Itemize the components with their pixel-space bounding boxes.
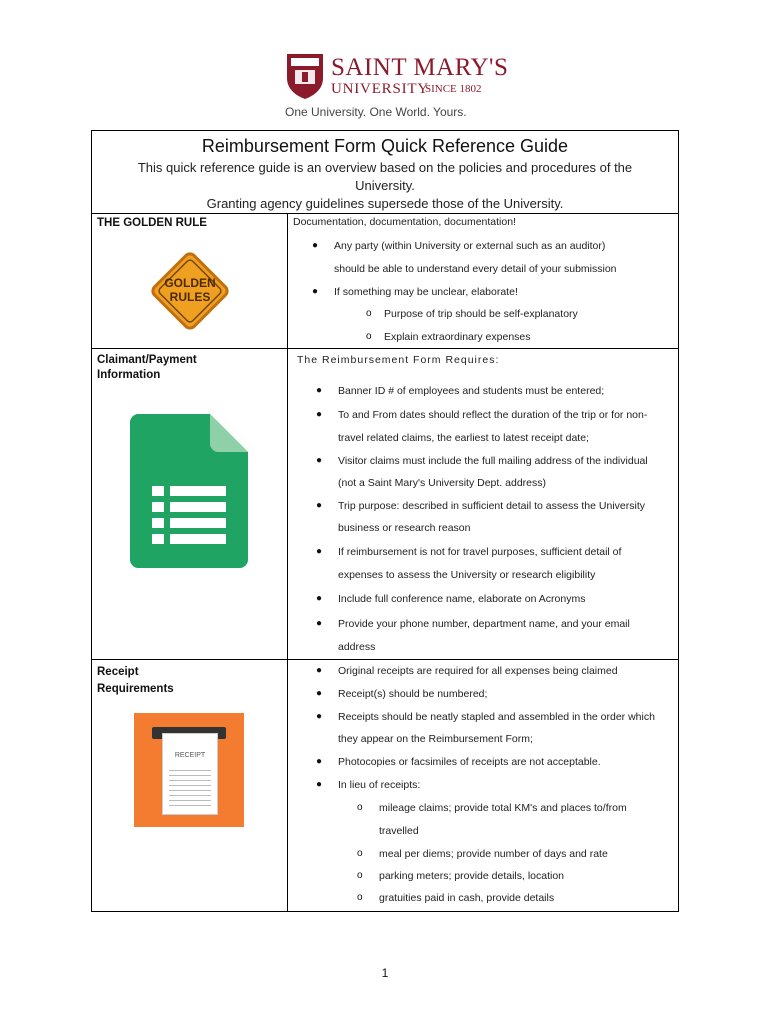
receipt-b3a: Receipts should be neatly stapled and assembled in the order which — [338, 711, 655, 723]
bullet-icon: ● — [316, 593, 323, 604]
receipt-paper — [162, 733, 218, 815]
claimant-b5b: expenses to assess the University or research eligibility — [338, 569, 596, 581]
receipt-b3b: they appear on the Reimbursement Form; — [338, 733, 533, 745]
column-divider — [287, 213, 288, 911]
claimant-b2a: To and From dates should reflect the duration of the trip or for non- — [338, 409, 648, 421]
university-logo — [285, 52, 509, 124]
sub-bullet-icon: o — [366, 308, 372, 319]
claimant-b1: Banner ID # of employees and students must be entered; — [338, 385, 605, 397]
sub-bullet-icon: o — [366, 331, 372, 342]
receipt-s4: gratuities paid in cash, provide details — [379, 892, 555, 904]
bullet-icon: ● — [316, 500, 323, 511]
receipt-s2: meal per diems; provide number of days and rate — [379, 848, 608, 860]
page-title: Reimbursement Form Quick Reference Guide — [201, 136, 569, 156]
claimant-b6: Include full conference name, elaborate on Acronyms — [338, 593, 586, 605]
golden-rule-label: THE GOLDEN RULE — [97, 217, 207, 229]
row-divider — [91, 659, 679, 660]
row-divider — [91, 213, 679, 214]
claimant-label-2: Information — [97, 369, 161, 381]
claimant-b3b: (not a Saint Mary's University Dept. address) — [338, 477, 546, 489]
golden-sub-2: Explain extraordinary expenses — [384, 331, 531, 343]
claimant-b7b: address — [338, 641, 376, 653]
receipt-b5: In lieu of receipts: — [338, 779, 421, 791]
golden-bullet-1b: should be able to understand every detail of your submission — [334, 263, 617, 275]
claimant-heading: The Reimbursement Form Requires: — [297, 354, 500, 366]
receipt-s1a: mileage claims; provide total KM's and places to/from — [379, 802, 627, 814]
logo-since: SINCE 1802 — [425, 83, 482, 95]
intro-line-3: Granting agency guidelines supersede those of the University. — [206, 196, 564, 211]
golden-heading: Documentation, documentation, documentation! — [293, 216, 516, 228]
receipt-label-1: Receipt — [97, 666, 139, 678]
bullet-icon: ● — [316, 756, 323, 767]
intro-line-1: This quick reference guide is an overview based on the policies and procedures of the — [137, 160, 633, 175]
receipt-image — [134, 713, 244, 827]
bullet-icon: ● — [312, 286, 319, 297]
bullet-icon: ● — [316, 546, 323, 557]
golden-text: GOLDEN — [164, 276, 216, 290]
receipt-b1: Original receipts are required for all expenses being claimed — [338, 665, 618, 677]
golden-bullet-1a: Any party (within University or external such as an auditor) — [334, 240, 606, 252]
bullet-icon: ● — [316, 665, 323, 676]
row-divider — [91, 348, 679, 349]
bullet-icon: ● — [316, 618, 323, 629]
receipt-label-2: Requirements — [97, 683, 174, 695]
receipt-s3: parking meters; provide details, location — [379, 870, 565, 882]
logo-name-line1: SAINT MARY'S — [331, 54, 509, 81]
bullet-icon: ● — [316, 711, 323, 722]
claimant-label-1: Claimant/Payment — [97, 354, 197, 366]
receipt-s1b: travelled — [379, 825, 419, 837]
logo-name-line2: UNIVERSITY — [331, 81, 429, 97]
bullet-icon: ● — [316, 688, 323, 699]
claimant-b3a: Visitor claims must include the full mailing address of the individual — [338, 455, 648, 467]
bullet-icon: ● — [316, 409, 323, 420]
golden-rules-image — [145, 246, 235, 336]
golden-sub-1: Purpose of trip should be self-explanatory — [384, 308, 578, 320]
logo-tagline: One University. One World. Yours. — [285, 105, 467, 119]
golden-bullet-2: If something may be unclear, elaborate! — [334, 286, 518, 298]
receipt-b4: Photocopies or facsimiles of receipts are not acceptable. — [338, 756, 601, 768]
sub-bullet-icon: o — [357, 870, 363, 881]
sub-bullet-icon: o — [357, 892, 363, 903]
receipt-lines — [169, 766, 211, 806]
sheets-icon — [130, 414, 248, 568]
crest-icon — [285, 52, 325, 100]
claimant-b2b: travel related claims, the earliest to latest receipt date; — [338, 432, 589, 444]
claimant-b5a: If reimbursement is not for travel purposes, sufficient detail of — [338, 546, 622, 558]
sub-bullet-icon: o — [357, 802, 363, 813]
page-number: 1 — [381, 966, 389, 980]
receipt-b2: Receipt(s) should be numbered; — [338, 688, 488, 700]
claimant-b7a: Provide your phone number, department name, and your email — [338, 618, 630, 630]
rules-text: RULES — [169, 290, 211, 304]
receipt-text: RECEIPT — [174, 752, 206, 759]
claimant-b4a: Trip purpose: described in sufficient detail to assess the University — [338, 500, 645, 512]
bullet-icon: ● — [312, 240, 319, 251]
intro-line-2: University. — [355, 178, 415, 193]
bullet-icon: ● — [316, 385, 323, 396]
claimant-b4b: business or research reason — [338, 522, 471, 534]
bullet-icon: ● — [316, 455, 323, 466]
sub-bullet-icon: o — [357, 848, 363, 859]
bullet-icon: ● — [316, 779, 323, 790]
